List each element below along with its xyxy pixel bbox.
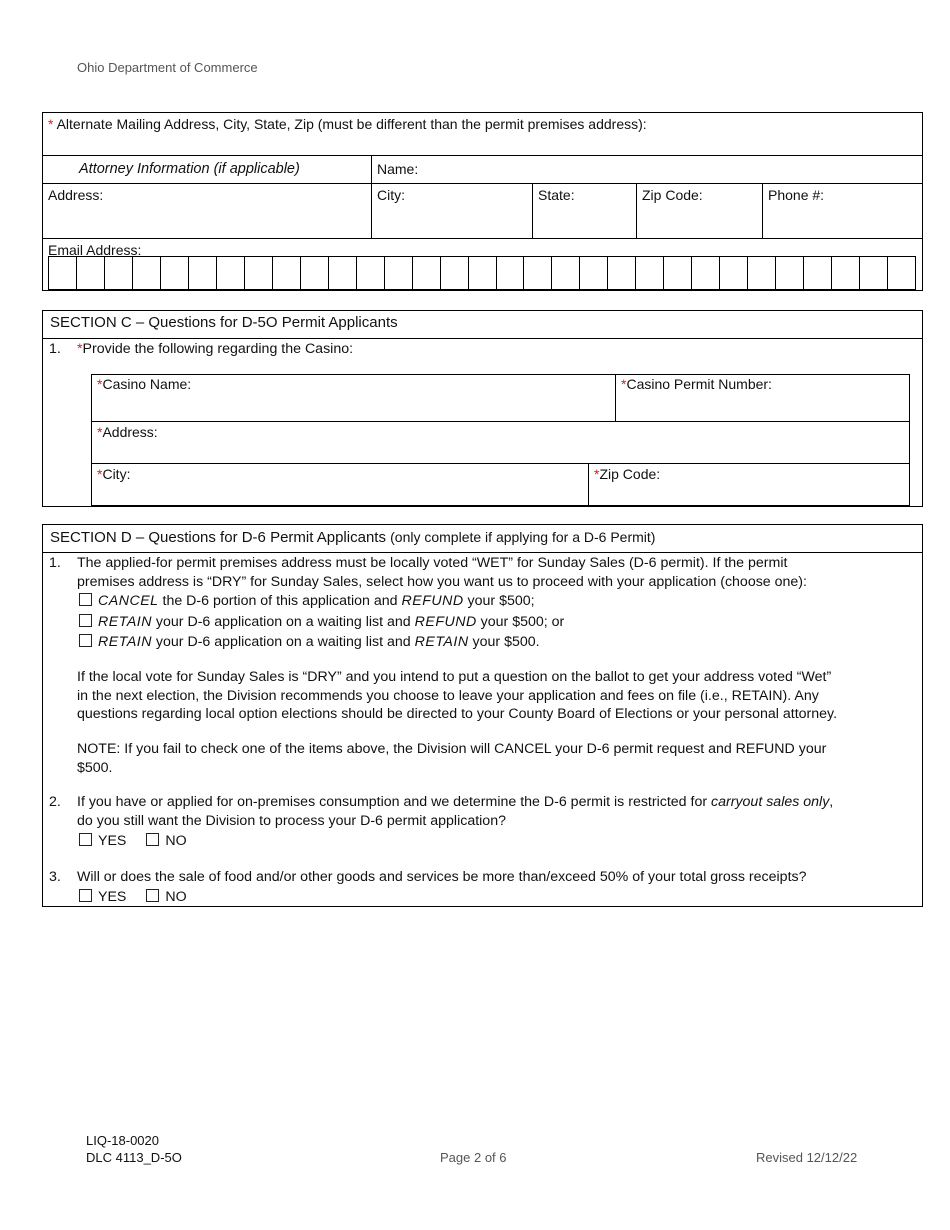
required-marker: * [48,116,54,132]
casino-address-field[interactable]: *Address: [92,421,909,463]
option-cancel-refund[interactable]: CANCEL the D-6 portion of this application and REFUND your $500; [79,591,564,612]
casino-zip-label: Zip Code: [599,466,661,482]
section-d-option-list [79,591,564,653]
section-d-q2-number: 2. [49,794,61,810]
attorney-city-field[interactable] [371,183,532,238]
alternate-mailing-field[interactable] [43,113,922,155]
checkbox[interactable] [79,889,92,902]
dry-vote-paragraph: If the local vote for Sunday Sales is “DRY” and you intend to put a question on the ballot to get your address voted “Wet” in the next election, the Division recommends you choose to leave your application and fees on file (i.e., RETAIN). Any questions regarding local option elections should be directed to your County Board of Elections or your personal attorney. [77,669,838,722]
attorney-address-label: Address: [48,187,104,203]
attorney-address-field[interactable] [43,183,371,238]
casino-permit-number-field[interactable]: *Casino Permit Number: [615,375,909,421]
q2-yes-option[interactable]: YES [79,833,126,849]
note-paragraph: NOTE: If you fail to check one of the items above, the Division will CANCEL your D-6 permit request and REFUND your $500. [77,741,827,776]
section-c-q1 [77,340,353,359]
attorney-zip-field[interactable] [636,183,762,238]
section-c-title: SECTION C – Questions for D-5O Permit Applicants [43,311,922,339]
section-c-q1-number: 1. [49,341,61,357]
attorney-name-field[interactable] [371,155,922,183]
casino-zip-field[interactable]: *Zip Code: [588,463,909,505]
footer-form-code: DLC 4113_D-5O [86,1150,182,1165]
q3-answers [79,887,187,908]
section-d-q2-text: If you have or applied for on-premises consumption and we determine the D-6 permit is restricted for carryout sales only, do you still want the Division to process your D-6 permit application? [77,794,834,829]
section-c [42,310,923,507]
attorney-state-label: State: [538,187,575,203]
section-d-q3-number: 3. [49,869,61,885]
attorney-phone-label: Phone #: [768,187,825,203]
q2-answers [79,831,187,852]
attorney-city-label: City: [377,187,405,203]
section-c-q1-text: Provide the following regarding the Casino: [82,341,354,357]
checkbox[interactable] [146,889,159,902]
email-character-boxes[interactable] [48,256,916,290]
section-d-title-note: (only complete if applying for a D-6 Permit) [390,529,656,545]
checkbox[interactable] [79,593,92,606]
checkbox[interactable] [146,833,159,846]
casino-name-label: Casino Name: [102,376,192,392]
section-d [42,524,923,907]
q3-yes-option[interactable]: YES [79,889,126,905]
footer-revised-date: Revised 12/12/22 [756,1150,858,1165]
checkbox[interactable] [79,614,92,627]
casino-name-field[interactable]: *Casino Name: [97,376,192,392]
footer-page-number: Page 2 of 6 [440,1150,507,1165]
footer-form-id: LIQ-18-0020 [86,1133,159,1148]
section-d-title [43,525,922,553]
checkbox[interactable] [79,634,92,647]
attorney-zip-label: Zip Code: [642,187,703,203]
attorney-name-label: Name: [377,161,419,177]
alternate-mailing-label: Alternate Mailing Address, City, State, Zip (must be different than the permit premises address): [56,116,647,132]
attorney-state-field[interactable] [532,183,636,238]
checkbox[interactable] [79,833,92,846]
casino-permit-number-label: Casino Permit Number: [626,376,772,392]
required-marker: * [77,341,83,357]
q2-no-option[interactable]: NO [146,833,186,849]
option-retain-refund[interactable]: RETAIN your D-6 application on a waiting list and REFUND your $500; or [79,612,564,633]
attorney-phone-field[interactable] [762,183,922,238]
section-d-q1-number: 1. [49,555,61,571]
section-d-q3-text: Will or does the sale of food and/or other goods and services be more than/exceed 50% of your total gross receipts? [77,869,807,885]
casino-address-label: Address: [102,424,158,440]
attorney-heading: Attorney Information (if applicable) [43,155,371,183]
q3-no-option[interactable]: NO [146,889,186,905]
department-name: Ohio Department of Commerce [77,60,258,75]
option-retain-retain[interactable]: RETAIN your D-6 application on a waiting list and RETAIN your $500. [79,632,564,653]
casino-city-field[interactable]: *City: [92,463,588,505]
attorney-email-label: Email Address: [48,242,142,258]
casino-city-label: City: [102,466,131,482]
section-d-title-text: SECTION D – Questions for D-6 Permit Applicants [50,529,386,546]
section-d-q1-text: The applied-for permit premises address must be locally voted “WET” for Sunday Sales (D-6 permit). If the permit premises address is “DRY” for Sunday Sales, select how you want us to proceed with your application (choose one): [77,555,807,590]
casino-table [91,374,910,506]
